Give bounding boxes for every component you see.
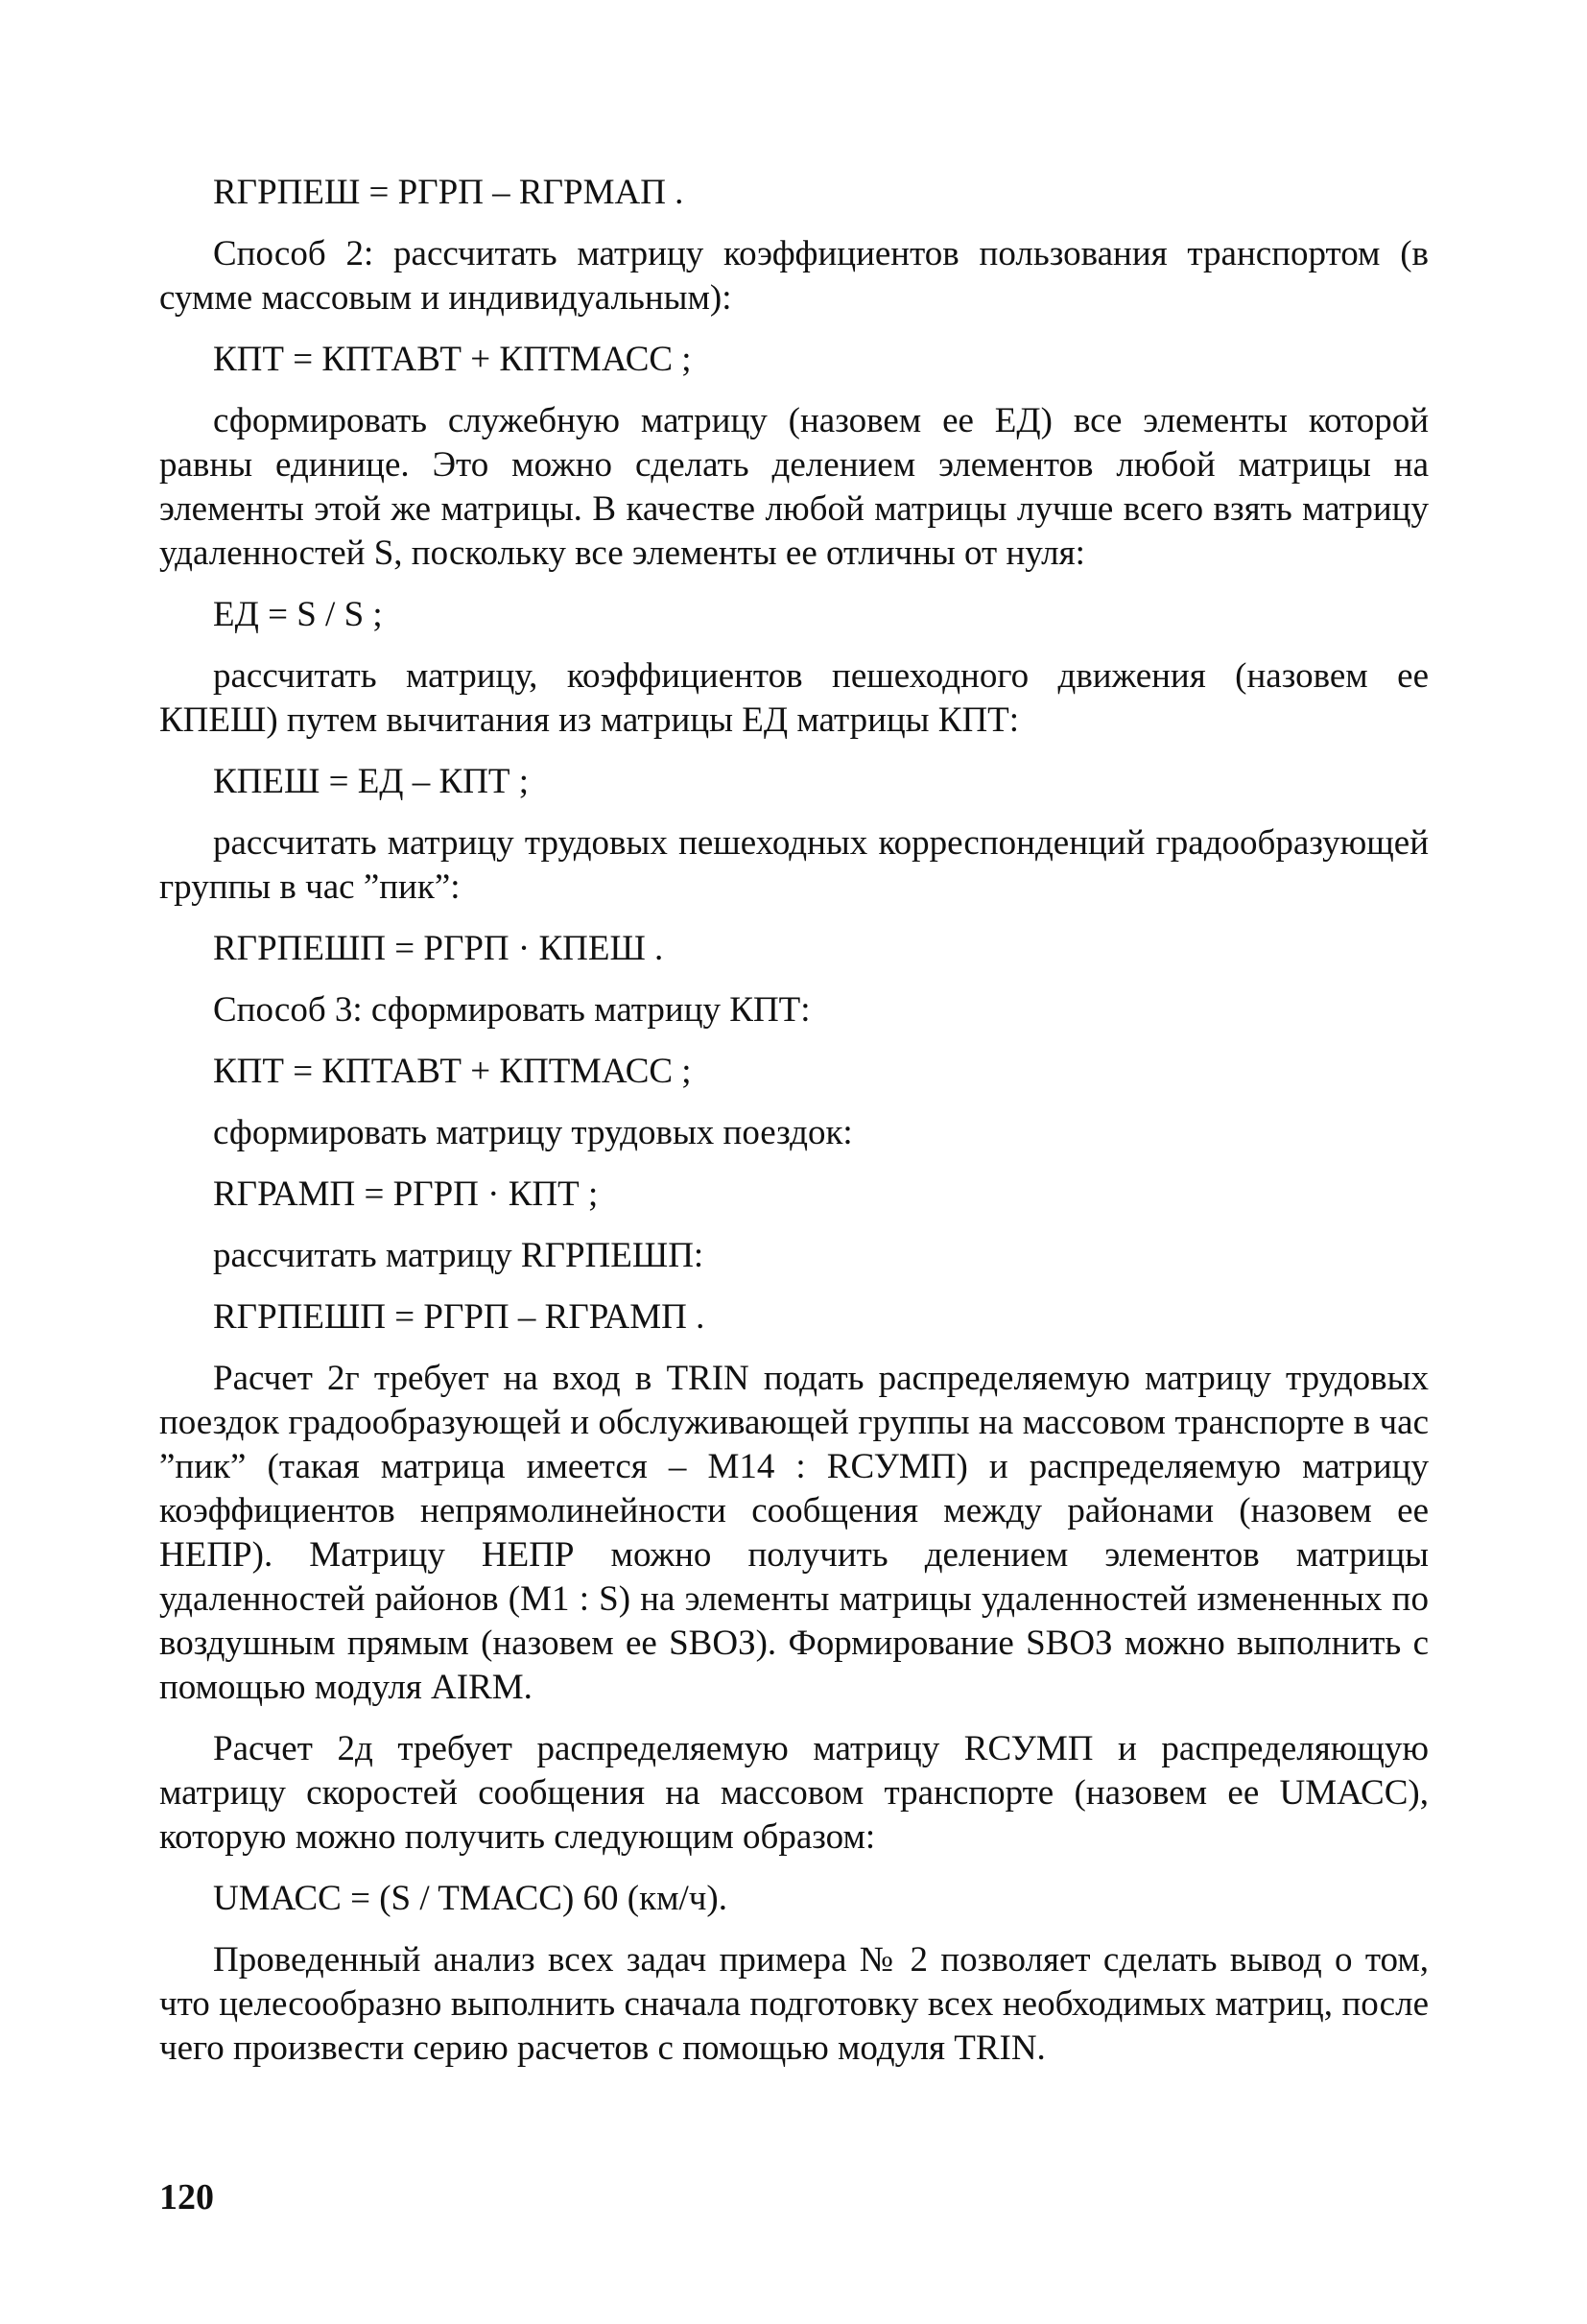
formula-line: UМАСС = (S / TМАСС) 60 (км/ч).: [213, 1879, 727, 1918]
paragraph: рассчитать матрицу трудовых пешеходных корреспонденций градообразующей группы в час ”пик”:: [159, 823, 1429, 907]
paragraph: Расчет 2г требует на вход в TRIN подать распределяемую матрицу трудовых поездок градообразующей и обслуживающей группы на массовом транспорте в час ”пик” (такая матрица имеется – М14 : RСУМП) и распределяемую матрицу коэффициентов непрямолинейности сообщения между районами (назовем ее НЕПР). Матрицу НЕПР можно получить делением элементов матрицы удаленностей районов (М1 : S) на элементы матрицы удаленностей измененных по воздушным прямым (назовем ее SВОЗ). Формирование SВОЗ можно выполнить с помощью модуля AIRM.: [159, 1359, 1429, 1707]
paragraph: Проведенный анализ всех задач примера № 2 позволяет сделать вывод о том, что целесообразно выполнить сначала подготовку всех необходимых матриц, после чего произвести серию расчетов с помощью модуля TRIN.: [159, 1940, 1429, 2068]
formula-line: RГРПЕШ = PГРП – RГРМАП .: [213, 173, 684, 212]
page-number: 120: [159, 2177, 214, 2217]
formula-line: RГРПЕШП = PГРП – RГРАМП .: [213, 1297, 705, 1337]
formula-line: КПТ = КПТАВТ + КПТМАСС ;: [213, 340, 692, 379]
paragraph: сформировать служебную матрицу (назовем ее ЕД) все элементы которой равны единице. Это можно сделать делением элементов любой матрицы на элементы этой же матрицы. В качестве любой матрицы лучше всего взять матрицу удаленностей S, поскольку все элементы ее отличны от нуля:: [159, 401, 1429, 573]
paragraph: Способ 2: рассчитать матрицу коэффициентов пользования транспортом (в сумме массовым и индивидуальным):: [159, 234, 1429, 318]
formula-line: RГРПЕШП = PГРП · КПЕШ .: [213, 929, 664, 968]
instruction-line: рассчитать матрицу RГРПЕШП:: [213, 1236, 704, 1275]
instruction-line: сформировать матрицу трудовых поездок:: [213, 1113, 853, 1152]
formula-line: КПТ = КПТАВТ + КПТМАСС ;: [213, 1052, 692, 1091]
formula-line: КПЕШ = ЕД – КПТ ;: [213, 762, 530, 801]
page-body: [159, 171, 1429, 2088]
paragraph: рассчитать матрицу, коэффициентов пешеходного движения (назовем ее КПЕШ) путем вычитания из матрицы ЕД матрицы КПТ:: [159, 656, 1429, 740]
formula-line: RГРАМП = PГРП · КПТ ;: [213, 1174, 599, 1214]
method-heading: Способ 3: сформировать матрицу КПТ:: [213, 990, 811, 1030]
formula-line: ЕД = S / S ;: [213, 595, 383, 634]
paragraph: Расчет 2д требует распределяемую матрицу RСУМП и распределяющую матрицу скоростей сообщения на массовом транспорте (назовем ее UМАСС), которую можно получить следующим образом:: [159, 1729, 1429, 1857]
